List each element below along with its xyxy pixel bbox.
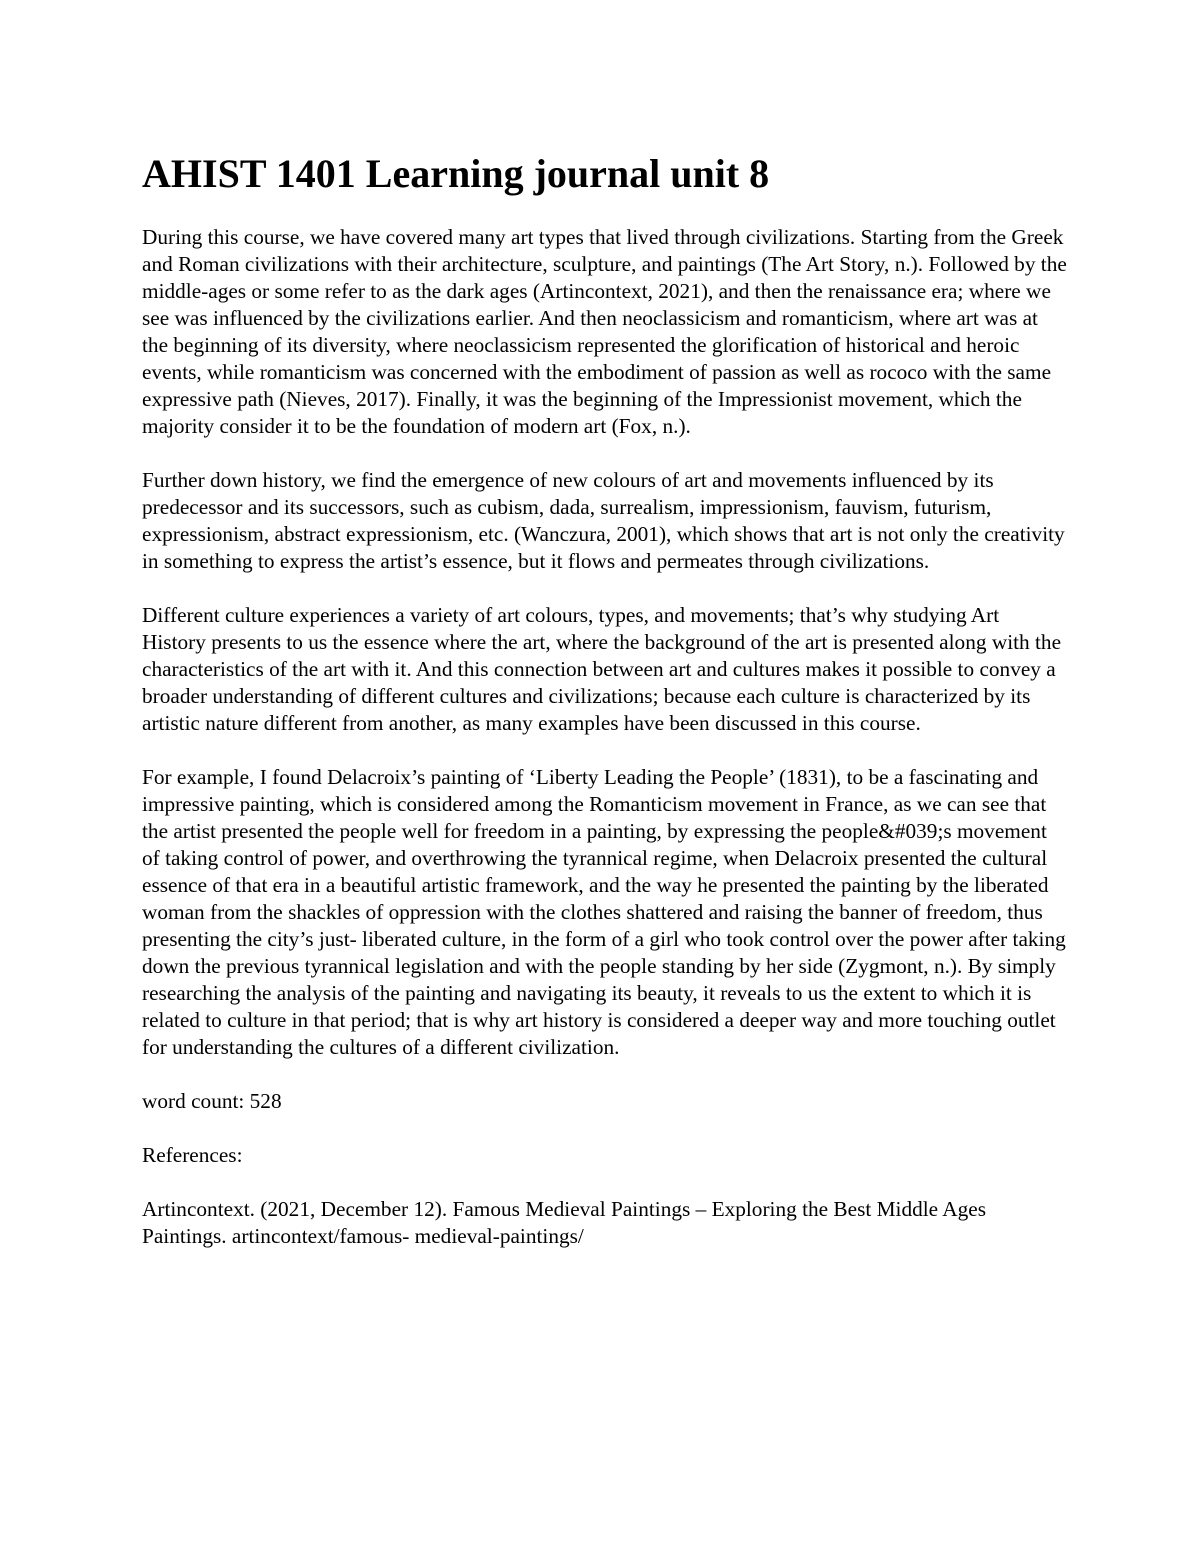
reference-item: Artincontext. (2021, December 12). Famous Medieval Paintings – Exploring the Best Middle Ages Paintings. artincontext/famous- medieval-paintings/ <box>142 1197 987 1248</box>
word-count: word count: 528 <box>142 1089 282 1113</box>
document-page <box>142 150 1067 1277</box>
paragraph-intro: During this course, we have covered many art types that lived through civilizations. Starting from the Greek and Roman civilizations with their architecture, sculpture, and paintings (The Art Story, n.). Followed by the middle-ages or some refer to as the dark ages (Artincontext, 2021), and then the renaissance era; where we see was influenced by the civilizations earlier. And then neoclassicism and romanticism, where art was at the beginning of its diversity, where neoclassicism represented the glorification of historical and heroic events, while romanticism was concerned with the embodiment of passion as well as rococo with the same expressive path (Nieves, 2017). Finally, it was the beginning of the Impressionist movement, which the majority consider it to be the foundation of modern art (Fox, n.). <box>142 225 1067 438</box>
paragraph-culture: Different culture experiences a variety of art colours, types, and movements; that’s why studying Art History presents to us the essence where the art, where the background of the art is presented along with the characteristics of the art with it. And this connection between art and cultures makes it possible to convey a broader understanding of different cultures and civilizations; because each culture is characterized by its artistic nature different from another, as many examples have been discussed in this course. <box>142 603 1062 735</box>
document-title: AHIST 1401 Learning journal unit 8 <box>142 151 770 196</box>
references-heading: References: <box>142 1143 243 1167</box>
paragraph-example: For example, I found Delacroix’s painting of ‘Liberty Leading the People’ (1831), to be a fascinating and impressive painting, which is considered among the Romanticism movement in France, as we can see that the artist presented the people well for freedom in a painting, by expressing the people&#039;s movement of taking control of power, and overthrowing the tyrannical regime, when Delacroix presented the cultural essence of that era in a beautiful artistic framework, and the way he presented the painting by the liberated woman from the shackles of oppression with the clothes shattered and raising the banner of freedom, thus presenting the city’s just- liberated culture, in the form of a girl who took control over the power after taking down the previous tyrannical legislation and with the people standing by her side (Zygmont, n.). By simply researching the analysis of the painting and navigating its beauty, it reveals to us the extent to which it is related to culture in that period; that is why art history is considered a deeper way and more touching outlet for understanding the cultures of a different civilization. <box>142 765 1066 1059</box>
paragraph-history: Further down history, we find the emergence of new colours of art and movements influenced by its predecessor and its successors, such as cubism, dada, surrealism, impressionism, fauvism, futurism, expressionism, abstract expressionism, etc. (Wanczura, 2001), which shows that art is not only the creativity in something to express the artist’s essence, but it flows and permeates through civilizations. <box>142 468 1065 573</box>
